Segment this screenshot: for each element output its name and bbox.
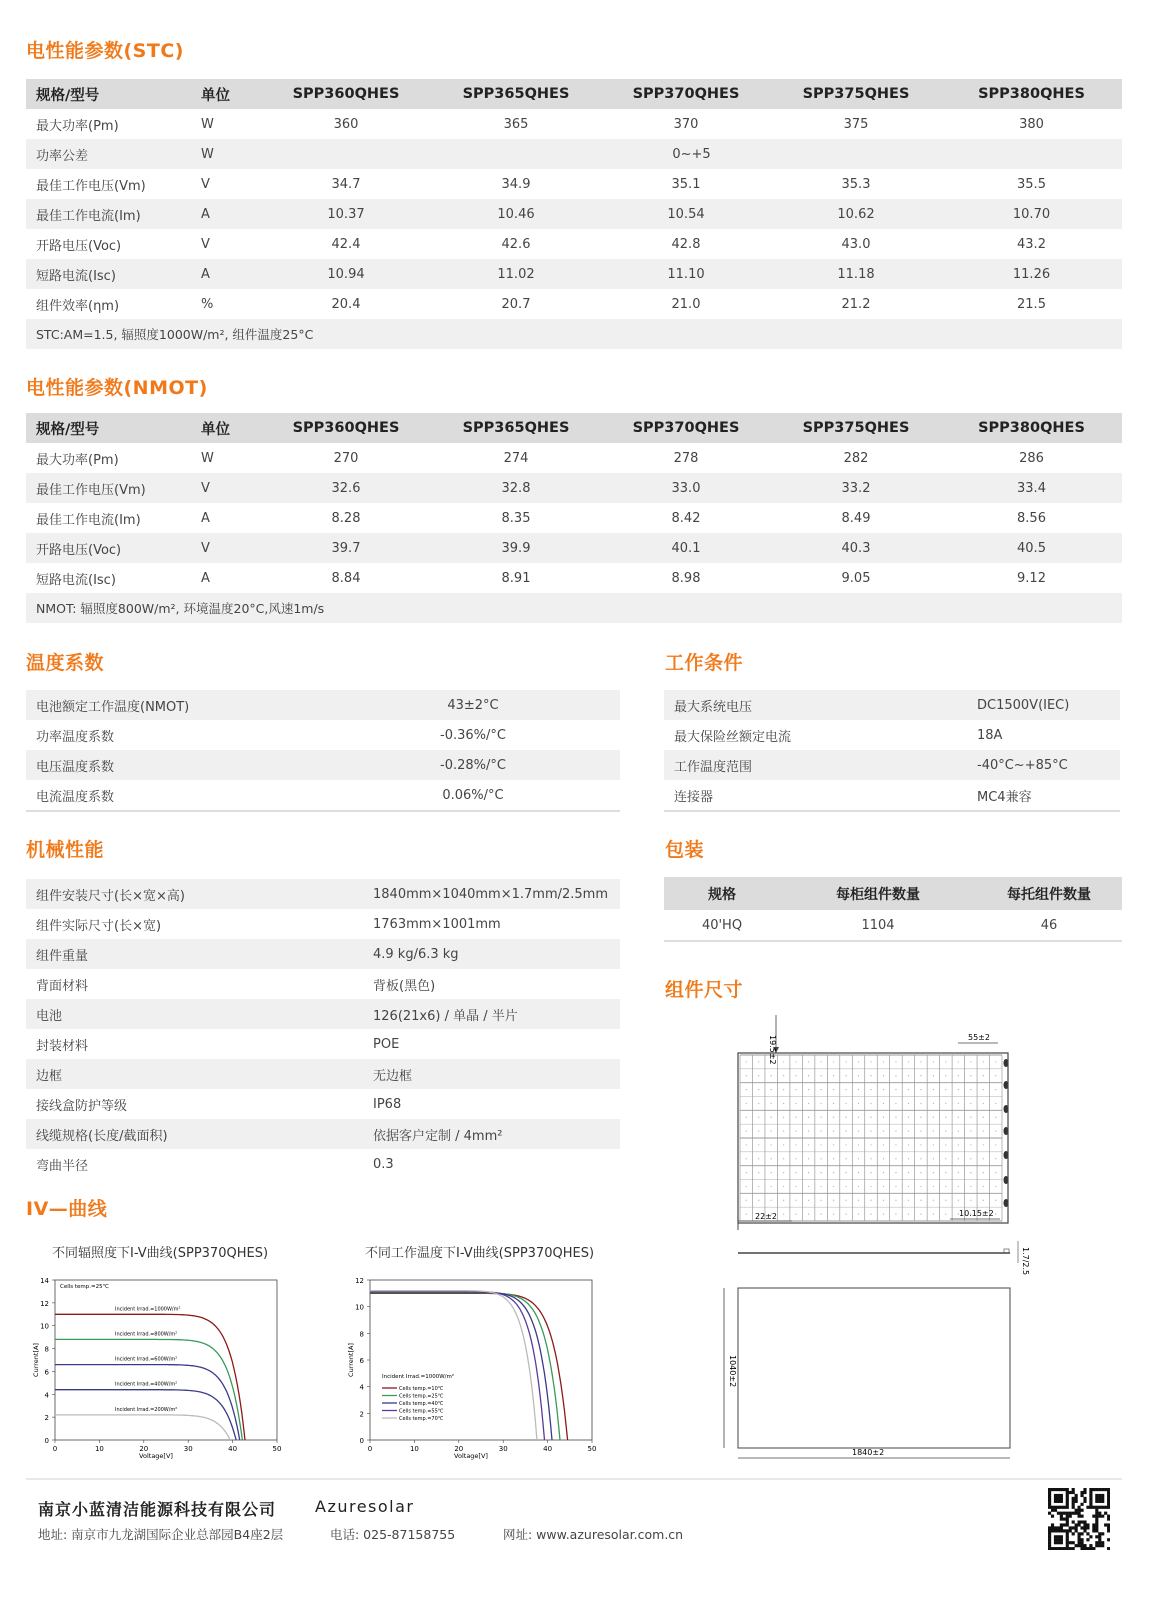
stc-row-value: 20.4: [331, 296, 361, 312]
mechanical-row-value: 依据客户定制 / 4mm²: [363, 1119, 620, 1149]
stc-row-label: 短路电流(Isc): [26, 259, 201, 289]
nmot-row-unit: V: [201, 533, 261, 563]
mechanical-row-label: 电池: [26, 999, 363, 1029]
iv-chart-irradiance-caption: 不同辐照度下I-V曲线(SPP370QHES): [52, 1246, 269, 1261]
nmot-row: [26, 503, 1122, 533]
stc-header-col-1: 单位: [201, 79, 261, 109]
dim-thickness: 1.7/2.5: [1021, 1247, 1030, 1276]
nmot-row-label: 最大功率(Pm): [36, 452, 119, 468]
temperature-row-value: 43±2°C: [326, 690, 620, 720]
mechanical-row-value: 背板(黑色): [373, 978, 436, 994]
x-tick-label: 0: [52, 1445, 58, 1453]
dimensions-section-title: 组件尺寸: [665, 979, 744, 1001]
nmot-row-value: 33.2: [771, 473, 941, 503]
y-tick-label: 8: [359, 1330, 364, 1339]
operating-row: [664, 780, 1120, 811]
x-tick-label: 10: [94, 1445, 104, 1453]
packaging-header-spec: 规格: [664, 877, 780, 910]
mechanical-row: [26, 939, 620, 969]
stc-row-value: 380: [1019, 116, 1044, 132]
stc-row-value: 43.2: [1017, 236, 1046, 252]
nmot-header-col-6: SPP380QHES: [941, 413, 1122, 443]
series-label: Incident Irrad.=400W/m²: [115, 1381, 178, 1388]
nmot-row-value: 8.91: [501, 570, 531, 586]
stc-row-value: 360: [333, 116, 359, 132]
nmot-header-col-0: 规格/型号: [26, 413, 201, 443]
y-tick-label: 12: [40, 1299, 49, 1308]
footer-company: 南京小蓝清洁能源科技有限公司: [38, 1500, 277, 1519]
y-axis-label: Current[A]: [32, 1343, 40, 1377]
temperature-row: [26, 720, 620, 750]
x-axis-label: Voltage[V]: [454, 1452, 488, 1460]
packaging-pallet-value: 46: [976, 910, 1122, 941]
stc-header-col-2: SPP360QHES: [261, 79, 431, 109]
x-axis-label: Voltage[V]: [139, 1452, 173, 1460]
iv-chart-temperature-caption: 不同工作温度下I-V曲线(SPP370QHES): [365, 1246, 595, 1261]
x-tick-label: 50: [272, 1445, 282, 1453]
stc-row-value: 11.10: [601, 259, 771, 289]
operating-row: [664, 750, 1120, 780]
stc-row-value: 21.0: [671, 296, 701, 312]
temperature-row-label: 电压温度系数: [26, 750, 326, 780]
stc-row-label: 功率公差: [26, 139, 201, 169]
nmot-row-value: 274: [503, 450, 529, 466]
nmot-row-value: 8.35: [501, 510, 531, 526]
mechanical-row: [26, 879, 620, 909]
nmot-row-value: 32.8: [431, 473, 601, 503]
nmot-row-value: 39.7: [261, 533, 431, 563]
stc-row-unit: A: [201, 199, 261, 229]
mechanical-row-label: 组件安装尺寸(长×宽×高): [26, 879, 363, 909]
mechanical-row-value: 1763mm×1001mm: [373, 916, 501, 932]
operating-row-label: 连接器: [674, 789, 714, 805]
nmot-header-col-5: SPP375QHES: [771, 413, 941, 443]
mechanical-row-label: 组件重量: [26, 939, 363, 969]
nmot-row-value: 8.42: [671, 510, 701, 526]
nmot-row-value: 8.98: [671, 570, 701, 586]
stc-row-value: 21.5: [1017, 296, 1046, 312]
packaging-header-per-container: 每柜组件数量: [780, 877, 976, 910]
legend-label: Cells temp.=55℃: [399, 1408, 444, 1415]
y-axis-label: Current[A]: [347, 1343, 355, 1377]
stc-row: [26, 109, 1122, 139]
dim-height: 1040±2: [728, 1355, 737, 1388]
nmot-row: [26, 533, 1122, 563]
stc-row-merged-value: 0~+5: [261, 139, 1122, 169]
nmot-row-value: 33.4: [941, 473, 1122, 503]
stc-row-label: 组件效率(ηm): [36, 298, 120, 314]
x-tick-label: 20: [139, 1445, 149, 1453]
stc-row-value: 35.1: [671, 176, 701, 192]
module-dimension-drawing: [700, 1005, 1060, 1465]
x-tick-label: 0: [367, 1445, 373, 1453]
packaging-header-per-pallet: 每托组件数量: [976, 877, 1122, 910]
mechanical-row: [26, 909, 620, 939]
stc-row-value: 21.2: [841, 296, 871, 312]
nmot-row-value: 8.84: [331, 570, 361, 586]
nmot-row-value: 40.1: [601, 533, 771, 563]
x-tick-label: 30: [183, 1445, 193, 1453]
stc-row-unit: W: [201, 116, 214, 132]
chart-annotation: Cells temp.=25℃: [60, 1284, 109, 1290]
mechanical-row-label: 弯曲半径: [36, 1158, 89, 1174]
nmot-row-value: 270: [333, 450, 359, 466]
stc-row-value: 35.5: [1017, 176, 1046, 192]
stc-header-col-0: 规格/型号: [26, 79, 201, 109]
mechanical-row: [26, 969, 620, 999]
y-tick-label: 4: [44, 1391, 49, 1400]
temperature-row: [26, 750, 620, 780]
nmot-row-unit: A: [201, 510, 210, 526]
nmot-section-title: 电性能参数(NMOT): [26, 377, 208, 399]
dim-width: 1840±2: [852, 1448, 885, 1457]
operating-row-value: -40°C~+85°C: [967, 750, 1120, 780]
nmot-row: [26, 473, 1122, 503]
y-tick-label: 10: [355, 1303, 364, 1312]
nmot-row-value: 40.5: [941, 533, 1122, 563]
footer-brand: Azuresolar: [315, 1497, 415, 1516]
stc-header-col-3: SPP365QHES: [431, 79, 601, 109]
stc-row: [26, 229, 1122, 259]
nmot-row-label: 开路电压(Voc): [26, 533, 201, 563]
operating-row-label: 最大保险丝额定电流: [674, 729, 792, 745]
packaging-container-value: 1104: [780, 910, 976, 941]
dim-bottom-left: 22±2: [755, 1212, 777, 1221]
mechanical-row-label: 接线盒防护等级: [36, 1098, 128, 1114]
operating-section-title: 工作条件: [665, 652, 744, 674]
operating-row-label: 工作温度范围: [664, 750, 967, 780]
mechanical-row-value: 4.9 kg/6.3 kg: [363, 939, 620, 969]
operating-row: [664, 690, 1120, 720]
nmot-row-value: 9.12: [1017, 570, 1046, 586]
mechanical-row: [26, 1029, 620, 1059]
nmot-header-col-4: SPP370QHES: [601, 413, 771, 443]
mechanical-row: [26, 1059, 620, 1089]
stc-row: [26, 259, 1122, 289]
stc-row-label: 最佳工作电压(Vm): [36, 178, 146, 194]
nmot-row-value: 39.9: [431, 533, 601, 563]
y-tick-label: 10: [40, 1322, 49, 1331]
nmot-row-unit: A: [201, 570, 210, 586]
y-tick-label: 6: [359, 1357, 364, 1365]
stc-row: [26, 139, 1122, 169]
nmot-row-value: 33.0: [601, 473, 771, 503]
footer-divider: [26, 1478, 1122, 1480]
mechanical-row-label: 背面材料: [36, 978, 89, 994]
nmot-row-label: 最佳工作电流(Im): [36, 512, 141, 528]
temperature-section-title: 温度系数: [26, 652, 105, 674]
stc-row-unit: A: [201, 259, 261, 289]
nmot-row-value: 9.05: [841, 570, 871, 586]
mechanical-row-value: 1840mm×1040mm×1.7mm/2.5mm: [363, 879, 620, 909]
stc-row-value: 35.3: [841, 176, 871, 192]
legend-label: Cells temp.=10℃: [399, 1386, 444, 1392]
stc-row-value: 10.54: [601, 199, 771, 229]
mechanical-row-label: 组件实际尺寸(长×宽): [36, 918, 162, 934]
dim-top-gap: 19.5±2: [768, 1035, 777, 1065]
stc-row-value: 42.6: [501, 236, 531, 252]
stc-row-value: 10.94: [261, 259, 431, 289]
stc-row-value: 20.7: [501, 296, 531, 312]
operating-row-label: 最大系统电压: [664, 690, 967, 720]
x-tick-label: 10: [409, 1445, 419, 1453]
stc-row-value: 10.62: [771, 199, 941, 229]
footer-address: 地址: 南京市九龙湖国际企业总部园B4座2层: [38, 1527, 284, 1542]
stc-row-unit: %: [201, 296, 214, 312]
stc-row-value: 34.9: [501, 176, 531, 192]
nmot-table: [26, 413, 1122, 623]
dim-right-top: 55±2: [968, 1033, 990, 1042]
mechanical-row-value: 0.3: [373, 1156, 394, 1172]
operating-table: [664, 690, 1120, 812]
packaging-spec-value: 40'HQ: [664, 910, 780, 941]
stc-note: STC:AM=1.5, 辐照度1000W/m², 组件温度25°C: [26, 319, 1122, 349]
stc-row-unit: W: [201, 139, 261, 169]
nmot-row-value: 8.56: [1017, 510, 1046, 526]
y-tick-label: 14: [40, 1277, 49, 1285]
y-tick-label: 4: [359, 1383, 364, 1392]
mechanical-row: [26, 1149, 620, 1179]
mechanical-row: [26, 999, 620, 1029]
stc-row: [26, 169, 1122, 199]
temperature-table: [26, 690, 620, 812]
stc-section-title: 电性能参数(STC): [26, 40, 184, 62]
temperature-row-label: 电流温度系数: [36, 789, 115, 805]
mechanical-row-value: POE: [373, 1036, 400, 1052]
nmot-row-value: 8.49: [841, 510, 871, 526]
stc-row-unit: V: [201, 176, 210, 192]
mechanical-row-label: 封装材料: [36, 1038, 89, 1054]
mechanical-row: [26, 1119, 620, 1149]
x-tick-label: 20: [454, 1445, 464, 1453]
nmot-header-col-1: 单位: [201, 413, 261, 443]
stc-row-value: 11.02: [431, 259, 601, 289]
nmot-row-value: 32.6: [261, 473, 431, 503]
stc-row-value: 375: [843, 116, 869, 132]
y-tick-label: 0: [44, 1437, 49, 1445]
x-tick-label: 30: [498, 1445, 508, 1453]
nmot-row: [26, 563, 1122, 593]
stc-row-value: 42.4: [331, 236, 361, 252]
stc-row-value: 10.46: [431, 199, 601, 229]
footer-website[interactable]: 网址: www.azuresolar.com.cn: [503, 1527, 684, 1542]
nmot-header-col-3: SPP365QHES: [431, 413, 601, 443]
nmot-row-value: 286: [1019, 450, 1044, 466]
nmot-row-label: 最佳工作电压(Vm): [26, 473, 201, 503]
y-tick-label: 8: [44, 1345, 49, 1354]
mechanical-row: [26, 1089, 620, 1119]
nmot-row-value: 278: [673, 450, 699, 466]
operating-row-value: 18A: [977, 727, 1003, 743]
stc-row-value: 365: [503, 116, 529, 132]
legend-label: Cells temp.=25℃: [399, 1393, 444, 1400]
nmot-header-col-2: SPP360QHES: [261, 413, 431, 443]
packaging-table: [664, 877, 1122, 942]
chart-annotation: Incident Irrad.=1000W/m²: [382, 1374, 455, 1380]
panel-back-outline: [738, 1288, 1010, 1448]
temperature-row-value: 0.06%/°C: [442, 787, 504, 803]
dim-bottom-right: 10.15±2: [959, 1209, 994, 1218]
iv-chart-irradiance: [30, 1272, 290, 1472]
y-tick-label: 6: [44, 1368, 49, 1377]
x-tick-label: 40: [543, 1445, 553, 1453]
stc-header-col-4: SPP370QHES: [601, 79, 771, 109]
stc-row-value: 11.18: [771, 259, 941, 289]
nmot-row-unit: W: [201, 450, 214, 466]
stc-row-unit: V: [201, 236, 210, 252]
temperature-row-label: 电池额定工作温度(NMOT): [26, 690, 326, 720]
operating-row: [664, 720, 1120, 750]
stc-row-value: 42.8: [671, 236, 701, 252]
temperature-row-value: -0.36%/°C: [440, 727, 506, 743]
series-label: Incident Irrad.=200W/m²: [115, 1406, 178, 1413]
operating-row-value: DC1500V(IEC): [967, 690, 1120, 720]
temperature-row-label: 功率温度系数: [36, 729, 115, 745]
series-label: Incident Irrad.=800W/m²: [115, 1331, 178, 1338]
stc-row-value: 10.37: [261, 199, 431, 229]
mechanical-row-value: IP68: [373, 1096, 402, 1112]
mechanical-table: [26, 879, 620, 1179]
x-tick-label: 50: [587, 1445, 597, 1453]
series-label: Incident Irrad.=600W/m²: [115, 1356, 178, 1363]
nmot-row: [26, 443, 1122, 473]
temperature-row-value: -0.28%/°C: [326, 750, 620, 780]
qr-code-icon: [1048, 1488, 1110, 1550]
stc-row-label: 最大功率(Pm): [36, 118, 119, 134]
stc-row-label: 最佳工作电流(Im): [26, 199, 201, 229]
nmot-row-value: 8.28: [331, 510, 361, 526]
mechanical-section-title: 机械性能: [26, 839, 105, 861]
stc-row-value: 10.70: [941, 199, 1122, 229]
temperature-row: [26, 780, 620, 811]
stc-row-value: 11.26: [941, 259, 1122, 289]
nmot-note: NMOT: 辐照度800W/m², 环境温度20°C,风速1m/s: [26, 593, 1122, 623]
iv-section-title: IV—曲线: [26, 1198, 108, 1220]
legend-label: Cells temp.=70℃: [399, 1416, 444, 1422]
x-tick-label: 40: [228, 1445, 238, 1453]
stc-row-value: 370: [673, 116, 699, 132]
stc-row-value: 43.0: [841, 236, 871, 252]
stc-row-label: 开路电压(Voc): [36, 238, 122, 254]
y-tick-label: 0: [359, 1437, 364, 1445]
nmot-row-value: 40.3: [771, 533, 941, 563]
stc-table: [26, 79, 1122, 349]
mechanical-row-label: 边框: [26, 1059, 363, 1089]
footer-phone: 电话: 025-87158755: [330, 1527, 456, 1542]
mechanical-row-label: 线缆规格(长度/截面积): [26, 1119, 363, 1149]
temperature-row: [26, 690, 620, 720]
y-tick-label: 2: [44, 1414, 49, 1423]
nmot-row-label: 短路电流(Isc): [36, 572, 116, 588]
stc-header-col-5: SPP375QHES: [771, 79, 941, 109]
nmot-row-value: 282: [843, 450, 869, 466]
stc-row: [26, 289, 1122, 319]
stc-row-value: 34.7: [331, 176, 361, 192]
series-label: Incident Irrad.=1000W/m²: [115, 1306, 181, 1313]
y-tick-label: 12: [355, 1277, 364, 1285]
legend-label: Cells temp.=40℃: [399, 1401, 444, 1407]
stc-row: [26, 199, 1122, 229]
packaging-section-title: 包装: [665, 839, 705, 861]
mechanical-row-value: 126(21x6) / 单晶 / 半片: [363, 999, 620, 1029]
stc-header-col-6: SPP380QHES: [941, 79, 1122, 109]
mechanical-row-value: 无边框: [363, 1059, 620, 1089]
iv-chart-temperature: [345, 1272, 605, 1472]
nmot-row-unit: V: [201, 473, 261, 503]
operating-row-value: MC4兼容: [977, 789, 1032, 805]
y-tick-label: 2: [359, 1410, 364, 1419]
